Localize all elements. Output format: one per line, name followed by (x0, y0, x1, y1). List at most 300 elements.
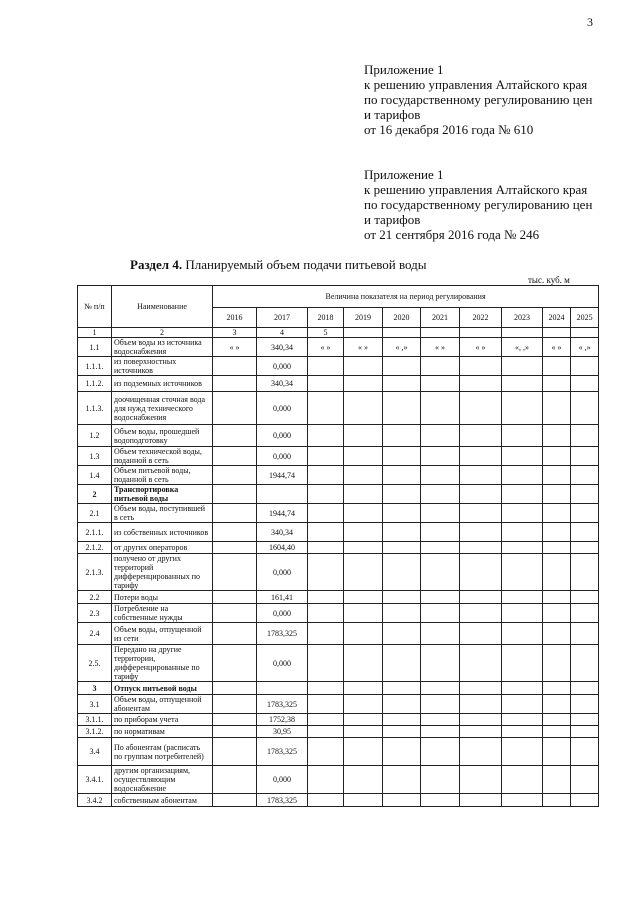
value-later-year (460, 623, 502, 645)
row-name: Объем воды из источника водоснабжения (112, 338, 213, 357)
value-later-year (460, 645, 502, 682)
index-cell (344, 328, 383, 338)
row-name: Потери воды (112, 591, 213, 604)
row-number: 2.2 (78, 591, 112, 604)
value-later-year (502, 504, 543, 523)
value-later-year (421, 726, 460, 738)
row-name: по приборам учета (112, 714, 213, 726)
value-later-year (421, 504, 460, 523)
value-later-year: « » (543, 338, 571, 357)
value-2017: 340,34 (257, 523, 308, 542)
value-2017: 0,000 (257, 766, 308, 794)
value-later-year (421, 542, 460, 554)
header-year: 2024 (543, 308, 571, 328)
value-2016 (213, 357, 257, 376)
appendix-block-current (364, 62, 592, 137)
header-number: № п/п (78, 286, 112, 328)
value-later-year (502, 425, 543, 447)
row-number: 2.1.3. (78, 554, 112, 591)
value-2016 (213, 425, 257, 447)
value-2017: 1783,325 (257, 738, 308, 766)
value-later-year (571, 682, 599, 695)
value-later-year (502, 466, 543, 485)
value-later-year (543, 726, 571, 738)
value-later-year (571, 542, 599, 554)
table-row (78, 392, 599, 425)
value-later-year (460, 447, 502, 466)
value-later-year (344, 485, 383, 504)
value-later-year (571, 738, 599, 766)
appendix-line: и тарифов (364, 107, 421, 122)
table-row (78, 425, 599, 447)
appendix-line: от 16 декабря 2016 года № 610 (364, 122, 534, 137)
value-later-year (344, 794, 383, 807)
value-later-year: « » (344, 338, 383, 357)
row-name: Объем воды, прошедшей водоподготовку (112, 425, 213, 447)
value-later-year (460, 392, 502, 425)
value-later-year (344, 766, 383, 794)
row-name: Передано на другие территории, дифференцированные по тарифу (112, 645, 213, 682)
value-later-year: « ,» (383, 338, 421, 357)
row-name: Объем питьевой воды, поданной в сеть (112, 466, 213, 485)
value-2016 (213, 714, 257, 726)
header-name: Наименование (112, 286, 213, 328)
value-2017: 0,000 (257, 604, 308, 623)
value-later-year (571, 714, 599, 726)
value-later-year (383, 376, 421, 392)
value-later-year (383, 604, 421, 623)
table-row (78, 604, 599, 623)
value-2017: 1944,74 (257, 466, 308, 485)
value-later-year (383, 591, 421, 604)
value-later-year (571, 485, 599, 504)
appendix-line: по государственному регулированию цен (364, 92, 593, 107)
row-number: 2.5. (78, 645, 112, 682)
value-2016 (213, 376, 257, 392)
value-later-year (344, 542, 383, 554)
value-later-year (308, 604, 344, 623)
value-later-year (383, 682, 421, 695)
value-later-year (460, 738, 502, 766)
value-2016 (213, 466, 257, 485)
value-later-year (543, 447, 571, 466)
row-number: 2.1.2. (78, 542, 112, 554)
value-2016 (213, 645, 257, 682)
value-later-year (421, 695, 460, 714)
appendix-title: Приложение 1 (364, 167, 444, 182)
value-later-year (460, 357, 502, 376)
value-later-year (308, 523, 344, 542)
row-number: 2.3 (78, 604, 112, 623)
value-later-year (308, 591, 344, 604)
table-row (78, 591, 599, 604)
row-name: из подземных источников (112, 376, 213, 392)
value-later-year (571, 726, 599, 738)
row-number: 3.1.2. (78, 726, 112, 738)
value-later-year (460, 695, 502, 714)
value-later-year (460, 794, 502, 807)
value-later-year (308, 695, 344, 714)
appendix-line: к решению управления Алтайского края (364, 77, 588, 92)
value-2017: 1944,74 (257, 504, 308, 523)
row-name: от других операторов (112, 542, 213, 554)
value-later-year (308, 645, 344, 682)
row-name: Объем воды, поступившей в сеть (112, 504, 213, 523)
value-later-year (421, 466, 460, 485)
index-cell: 2 (112, 328, 213, 338)
value-later-year (383, 794, 421, 807)
value-later-year (383, 485, 421, 504)
value-later-year (460, 376, 502, 392)
value-later-year (308, 357, 344, 376)
table-row (78, 726, 599, 738)
value-later-year (344, 738, 383, 766)
value-later-year (502, 726, 543, 738)
value-2016 (213, 682, 257, 695)
value-later-year (308, 504, 344, 523)
value-later-year (502, 682, 543, 695)
value-later-year (543, 645, 571, 682)
value-later-year (308, 376, 344, 392)
value-2017: 1752,38 (257, 714, 308, 726)
row-name: из собственных источников (112, 523, 213, 542)
value-later-year (383, 392, 421, 425)
row-name: Объем воды, отпущенной из сети (112, 623, 213, 645)
row-name: Потребление на собственные нужды (112, 604, 213, 623)
value-later-year (543, 714, 571, 726)
value-2017: 30,95 (257, 726, 308, 738)
row-number: 3.1 (78, 695, 112, 714)
value-later-year (543, 738, 571, 766)
value-later-year (383, 714, 421, 726)
value-later-year (308, 726, 344, 738)
value-later-year (460, 504, 502, 523)
value-later-year (383, 766, 421, 794)
value-later-year (421, 485, 460, 504)
appendix-line: к решению управления Алтайского края (364, 182, 588, 197)
value-later-year (571, 645, 599, 682)
table-row (78, 376, 599, 392)
value-later-year (308, 794, 344, 807)
value-2017: 1783,325 (257, 794, 308, 807)
value-later-year (344, 523, 383, 542)
row-number: 2.4 (78, 623, 112, 645)
value-2017: 0,000 (257, 357, 308, 376)
value-later-year (543, 554, 571, 591)
value-2017: 0,000 (257, 392, 308, 425)
value-later-year (543, 504, 571, 523)
value-2016 (213, 738, 257, 766)
water-supply-table (77, 285, 599, 807)
value-later-year (502, 604, 543, 623)
row-name: доочищенная сточная вода для нужд технического водоснабжения (112, 392, 213, 425)
value-2017: 161,41 (257, 591, 308, 604)
value-later-year (502, 738, 543, 766)
value-2017: 0,000 (257, 554, 308, 591)
row-number: 3.1.1. (78, 714, 112, 726)
value-later-year (383, 447, 421, 466)
value-later-year (502, 623, 543, 645)
row-number: 3.4.1. (78, 766, 112, 794)
row-number: 1.1.2. (78, 376, 112, 392)
table-row (78, 766, 599, 794)
appendix-title: Приложение 1 (364, 62, 444, 77)
index-cell: 4 (257, 328, 308, 338)
value-later-year (502, 695, 543, 714)
row-name: другим организациям, осуществляющим водоснабжение (112, 766, 213, 794)
value-later-year (571, 554, 599, 591)
value-later-year: « » (460, 338, 502, 357)
value-later-year (308, 554, 344, 591)
value-later-year (344, 466, 383, 485)
table-row (78, 504, 599, 523)
value-later-year (308, 447, 344, 466)
value-later-year (383, 738, 421, 766)
value-later-year (421, 554, 460, 591)
value-later-year (502, 714, 543, 726)
index-cell (543, 328, 571, 338)
row-name: получено от других территорий дифференцированных по тарифу (112, 554, 213, 591)
value-later-year (543, 523, 571, 542)
value-2016 (213, 554, 257, 591)
value-2017: 340,34 (257, 376, 308, 392)
value-later-year (460, 425, 502, 447)
value-later-year (460, 591, 502, 604)
value-later-year (571, 623, 599, 645)
row-number: 3 (78, 682, 112, 695)
value-later-year (421, 604, 460, 623)
value-later-year (344, 682, 383, 695)
row-number: 2 (78, 485, 112, 504)
value-later-year (344, 714, 383, 726)
section-label: Раздел 4. (130, 257, 183, 272)
row-number: 1.1.3. (78, 392, 112, 425)
header-year: 2022 (460, 308, 502, 328)
value-later-year (571, 591, 599, 604)
value-later-year (543, 376, 571, 392)
value-later-year: « » (308, 338, 344, 357)
table-row (78, 695, 599, 714)
value-later-year (543, 485, 571, 504)
row-number: 1.4 (78, 466, 112, 485)
table-row (78, 794, 599, 807)
header-year: 2016 (213, 308, 257, 328)
row-number: 1.1 (78, 338, 112, 357)
value-later-year (543, 766, 571, 794)
value-later-year (421, 392, 460, 425)
table-row (78, 682, 599, 695)
appendix-line: от 21 сентября 2016 года № 246 (364, 227, 540, 242)
value-2016 (213, 447, 257, 466)
row-number: 1.3 (78, 447, 112, 466)
value-2016 (213, 726, 257, 738)
value-later-year (571, 392, 599, 425)
row-name: по нормативам (112, 726, 213, 738)
value-later-year (344, 376, 383, 392)
value-2016 (213, 695, 257, 714)
value-2017 (257, 485, 308, 504)
value-later-year (571, 695, 599, 714)
value-later-year (308, 542, 344, 554)
value-later-year (308, 738, 344, 766)
value-later-year (344, 447, 383, 466)
value-later-year (421, 376, 460, 392)
row-name: собственным абонентам (112, 794, 213, 807)
value-later-year (543, 542, 571, 554)
value-2016 (213, 504, 257, 523)
value-later-year (383, 425, 421, 447)
value-later-year (344, 645, 383, 682)
value-later-year (344, 623, 383, 645)
value-later-year (421, 425, 460, 447)
value-later-year (383, 357, 421, 376)
value-2017: 0,000 (257, 425, 308, 447)
row-number: 2.1 (78, 504, 112, 523)
value-later-year (502, 357, 543, 376)
value-later-year (383, 523, 421, 542)
row-name: Отпуск питьевой воды (112, 682, 213, 695)
value-later-year (421, 447, 460, 466)
value-later-year (543, 425, 571, 447)
header-year: 2020 (383, 308, 421, 328)
index-cell: 1 (78, 328, 112, 338)
row-number: 3.4.2 (78, 794, 112, 807)
value-later-year (543, 695, 571, 714)
value-later-year (421, 591, 460, 604)
value-2017: 1783,325 (257, 695, 308, 714)
value-later-year (308, 766, 344, 794)
value-later-year (421, 766, 460, 794)
value-later-year (421, 645, 460, 682)
value-later-year (421, 523, 460, 542)
section-heading (130, 257, 427, 273)
index-cell (460, 328, 502, 338)
value-later-year (308, 623, 344, 645)
value-later-year (421, 738, 460, 766)
appendix-line: по государственному регулированию цен (364, 197, 593, 212)
value-later-year (502, 554, 543, 591)
index-cell (421, 328, 460, 338)
value-2016 (213, 794, 257, 807)
value-later-year (308, 682, 344, 695)
value-later-year (571, 425, 599, 447)
value-2016 (213, 523, 257, 542)
value-later-year (502, 542, 543, 554)
value-2016 (213, 604, 257, 623)
value-later-year (308, 392, 344, 425)
row-name: Объем воды, отпущенной абонентам (112, 695, 213, 714)
value-later-year (308, 714, 344, 726)
row-number: 3.4 (78, 738, 112, 766)
row-name: По абонентам (расписать по группам потребителей) (112, 738, 213, 766)
index-cell (571, 328, 599, 338)
value-later-year: « » (421, 338, 460, 357)
value-later-year (571, 357, 599, 376)
value-later-year (460, 523, 502, 542)
value-later-year (460, 682, 502, 695)
index-cell (383, 328, 421, 338)
value-later-year (571, 376, 599, 392)
header-year: 2025 (571, 308, 599, 328)
row-name: Транспортировка питьевой воды (112, 485, 213, 504)
value-later-year (502, 447, 543, 466)
value-2016 (213, 591, 257, 604)
value-later-year (344, 604, 383, 623)
header-year: 2023 (502, 308, 543, 328)
value-later-year (344, 554, 383, 591)
value-2016 (213, 485, 257, 504)
value-later-year (543, 623, 571, 645)
table-row (78, 338, 599, 357)
value-later-year (502, 645, 543, 682)
value-2017: 1783,325 (257, 623, 308, 645)
value-later-year (344, 425, 383, 447)
value-later-year (383, 554, 421, 591)
value-later-year (571, 604, 599, 623)
value-later-year (421, 714, 460, 726)
value-later-year (543, 682, 571, 695)
value-later-year (383, 726, 421, 738)
value-later-year (502, 392, 543, 425)
table-row (78, 554, 599, 591)
value-later-year (383, 695, 421, 714)
table-row (78, 738, 599, 766)
value-later-year (502, 485, 543, 504)
value-later-year (344, 591, 383, 604)
value-2016 (213, 623, 257, 645)
value-later-year (460, 726, 502, 738)
value-later-year (571, 523, 599, 542)
value-2017: 0,000 (257, 447, 308, 466)
appendix-block-original (364, 167, 592, 242)
table-row (78, 523, 599, 542)
row-number: 1.1.1. (78, 357, 112, 376)
value-later-year (460, 604, 502, 623)
units-label: тыс. куб. м (528, 275, 570, 285)
value-later-year (421, 794, 460, 807)
value-later-year (344, 695, 383, 714)
value-later-year (421, 623, 460, 645)
table-row (78, 645, 599, 682)
value-later-year (543, 392, 571, 425)
header-year: 2021 (421, 308, 460, 328)
table-row (78, 357, 599, 376)
value-later-year (543, 357, 571, 376)
value-later-year (460, 554, 502, 591)
value-later-year (383, 504, 421, 523)
value-later-year (543, 794, 571, 807)
value-later-year (543, 591, 571, 604)
table-row (78, 447, 599, 466)
index-cell: 5 (308, 328, 344, 338)
header-period-group: Величина показателя на период регулирования (213, 286, 599, 308)
value-later-year (502, 591, 543, 604)
row-number: 2.1.1. (78, 523, 112, 542)
header-year: 2017 (257, 308, 308, 328)
value-later-year (421, 682, 460, 695)
value-later-year (308, 425, 344, 447)
table-row (78, 542, 599, 554)
value-later-year (502, 766, 543, 794)
value-later-year (460, 466, 502, 485)
value-later-year (308, 466, 344, 485)
value-later-year (383, 645, 421, 682)
value-later-year (502, 794, 543, 807)
table-row (78, 714, 599, 726)
value-later-year (344, 357, 383, 376)
value-later-year (383, 542, 421, 554)
value-later-year (502, 523, 543, 542)
